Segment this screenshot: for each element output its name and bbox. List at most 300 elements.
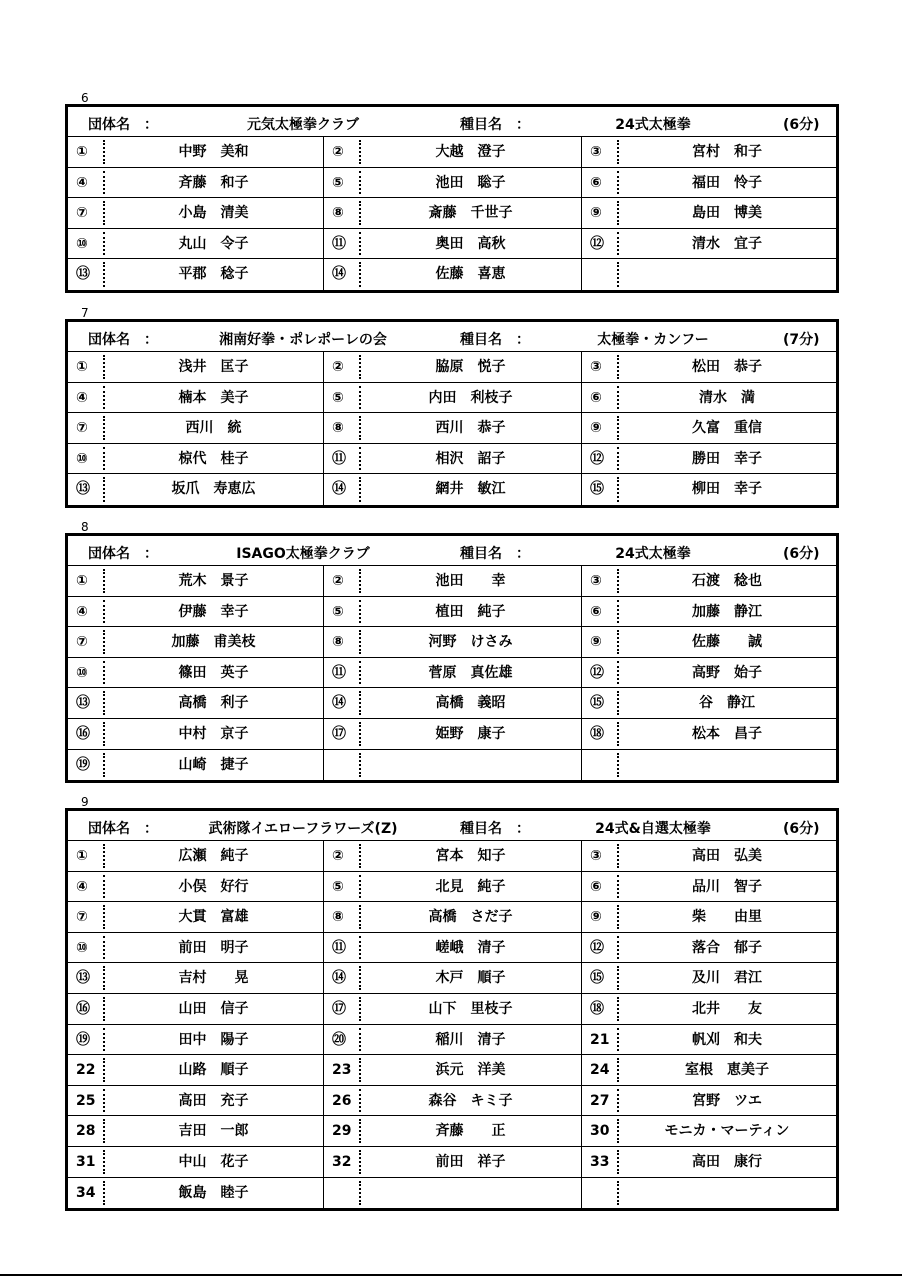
member-number: 25 — [76, 1092, 96, 1109]
member-cell — [324, 719, 582, 749]
event-name: 24式太極拳 — [615, 117, 691, 133]
member-row — [68, 627, 836, 658]
member-name: 高橋 義昭 — [435, 695, 506, 712]
member-number: ⑤ — [332, 603, 344, 620]
member-number: ⑦ — [76, 205, 88, 222]
member-cell — [324, 658, 582, 688]
member-cell — [582, 719, 836, 749]
group-name: ISAGO太極拳クラブ — [236, 546, 370, 562]
member-name: 吉村 晃 — [178, 970, 249, 987]
member-cell — [324, 383, 582, 413]
member-name: 平郡 稔子 — [178, 266, 249, 283]
member-row — [68, 383, 836, 414]
entry-table — [65, 319, 839, 508]
member-row — [68, 413, 836, 444]
member-name: 楠本 美子 — [178, 389, 249, 406]
member-name: 脇原 悦子 — [435, 359, 506, 375]
member-name: 伊藤 幸子 — [178, 603, 249, 620]
member-cell — [582, 566, 836, 596]
dotted-divider — [617, 262, 619, 287]
member-cell — [324, 229, 582, 259]
table-header — [68, 107, 836, 137]
member-name: 加藤 甫美枝 — [171, 634, 256, 651]
member-row — [68, 719, 836, 750]
member-number: ⑩ — [76, 939, 88, 956]
member-cell — [582, 137, 836, 167]
member-number: ⑦ — [76, 634, 88, 651]
entry-table — [65, 104, 839, 293]
member-cell — [582, 474, 836, 505]
member-name: 小俣 好行 — [178, 878, 249, 895]
member-number: ③ — [590, 359, 602, 375]
member-cell — [68, 566, 324, 596]
group-number: 8 — [81, 520, 89, 534]
member-name: 大貫 富雄 — [178, 909, 249, 926]
entry-table — [65, 533, 839, 783]
member-name: 中山 花子 — [178, 1153, 249, 1170]
member-number: ④ — [76, 174, 88, 191]
member-name: 宮村 和子 — [692, 144, 762, 160]
member-cell — [324, 872, 582, 902]
member-name: 帆刈 和夫 — [692, 1031, 762, 1048]
group-name-label: 団体名 ： — [88, 117, 158, 133]
member-name: 山路 順子 — [178, 1062, 249, 1079]
member-cell — [324, 444, 582, 474]
member-cell — [582, 963, 836, 993]
member-name: 大越 澄子 — [435, 144, 506, 160]
member-name: 田中 陽子 — [178, 1031, 249, 1048]
event-name-label: 種目名 ： — [460, 117, 530, 133]
member-cell — [324, 1025, 582, 1055]
member-number: ⑭ — [332, 266, 346, 283]
member-cell — [68, 902, 324, 932]
member-cell — [68, 627, 324, 657]
member-name: 及川 君江 — [692, 970, 762, 987]
member-name: 飯島 睦子 — [178, 1184, 249, 1201]
member-name: 荒木 景子 — [178, 573, 249, 589]
member-cell — [324, 1116, 582, 1146]
member-cell — [68, 658, 324, 688]
member-number: 27 — [590, 1092, 610, 1109]
member-cell — [582, 1178, 836, 1209]
member-cell — [68, 994, 324, 1024]
member-name: 河野 けさみ — [428, 634, 513, 651]
member-row — [68, 872, 836, 903]
member-name: 広瀬 純子 — [178, 848, 249, 864]
member-cell — [324, 597, 582, 627]
member-name: 姫野 康子 — [435, 725, 506, 742]
member-row — [68, 168, 836, 199]
group-name: 湘南好拳・ポレポーレの会 — [219, 332, 387, 348]
member-cell — [68, 474, 324, 505]
member-cell — [68, 872, 324, 902]
member-row — [68, 352, 836, 383]
member-cell — [582, 168, 836, 198]
event-name-label: 種目名 ： — [460, 821, 530, 837]
member-number: ⑰ — [332, 725, 346, 742]
member-cell — [324, 994, 582, 1024]
member-name: 相沢 詔子 — [435, 450, 506, 467]
member-cell — [324, 168, 582, 198]
member-row — [68, 1055, 836, 1086]
member-number: ⑮ — [590, 970, 604, 987]
member-number: 32 — [332, 1153, 352, 1170]
member-number: ③ — [590, 573, 602, 589]
member-cell — [68, 719, 324, 749]
member-name: 松田 恭子 — [692, 359, 762, 375]
group-number: 9 — [81, 795, 89, 809]
member-name: 宮野 ツエ — [692, 1092, 762, 1109]
event-name: 24式&自選太極拳 — [595, 821, 711, 837]
member-name: 奥田 高秋 — [435, 235, 506, 252]
member-name: 坂爪 寿恵広 — [171, 481, 256, 498]
member-name: 松本 昌子 — [692, 725, 762, 742]
group-name-label: 団体名 ： — [88, 821, 158, 837]
member-number: ⑥ — [590, 878, 602, 895]
member-number: ① — [76, 848, 88, 864]
member-row — [68, 688, 836, 719]
member-cell — [68, 198, 324, 228]
member-name: 前田 明子 — [178, 939, 249, 956]
member-number: ⑤ — [332, 878, 344, 895]
member-name: 高田 弘美 — [692, 848, 762, 864]
member-row — [68, 1178, 836, 1209]
member-cell — [582, 597, 836, 627]
member-name: 品川 智子 — [692, 878, 762, 895]
member-row — [68, 658, 836, 689]
member-number: ⑫ — [590, 664, 604, 681]
entry-table — [65, 808, 839, 1211]
member-name: 佐藤 喜恵 — [435, 266, 506, 283]
member-name: 高橋 さだ子 — [428, 909, 513, 926]
member-name: 柴 由里 — [692, 909, 762, 926]
member-row — [68, 1086, 836, 1117]
member-number: ④ — [76, 878, 88, 895]
member-row — [68, 1025, 836, 1056]
member-cell — [582, 902, 836, 932]
performance-time: (6分) — [783, 821, 820, 837]
member-number: ⑬ — [76, 266, 90, 283]
performance-time: (6分) — [783, 546, 820, 562]
member-cell — [324, 259, 582, 290]
member-name: 浜元 洋美 — [435, 1062, 506, 1079]
member-number: ⑩ — [76, 664, 88, 681]
member-name: 清水 宜子 — [692, 235, 762, 252]
member-number: 21 — [590, 1031, 610, 1048]
member-number: ⑭ — [332, 695, 346, 712]
member-name: 西川 恭子 — [435, 420, 506, 437]
member-cell — [582, 1025, 836, 1055]
group-name: 武術隊イエローフラワーズ(Z) — [208, 821, 398, 837]
member-number: ⑭ — [332, 970, 346, 987]
member-name: 山田 信子 — [178, 1000, 249, 1017]
member-name: 浅井 匡子 — [178, 359, 249, 375]
member-number: ① — [76, 573, 88, 589]
member-name: 池田 聡子 — [435, 174, 506, 191]
member-cell — [582, 872, 836, 902]
member-row — [68, 902, 836, 933]
member-number: 33 — [590, 1153, 610, 1170]
member-number: ⑮ — [590, 481, 604, 498]
member-cell — [68, 352, 324, 382]
member-name: 斉藤 正 — [435, 1123, 506, 1140]
member-number: ⑩ — [76, 235, 88, 252]
member-cell — [68, 229, 324, 259]
member-number: ⑭ — [332, 481, 346, 498]
member-number: ⑰ — [332, 1000, 346, 1017]
event-name: 太極拳・カンフー — [597, 332, 709, 348]
member-number: ② — [332, 144, 344, 160]
member-cell — [582, 933, 836, 963]
member-number: ⑪ — [332, 939, 346, 956]
member-number: ⑧ — [332, 420, 344, 437]
member-name: 谷 静江 — [699, 695, 755, 712]
group-name-label: 団体名 ： — [88, 546, 158, 562]
member-row — [68, 566, 836, 597]
member-number: 29 — [332, 1123, 352, 1140]
member-number: 30 — [590, 1123, 610, 1140]
member-name: 室根 恵美子 — [685, 1062, 769, 1079]
event-name-label: 種目名 ： — [460, 332, 530, 348]
member-cell — [582, 994, 836, 1024]
member-name: 小島 清美 — [178, 205, 249, 222]
member-cell — [68, 1086, 324, 1116]
member-number: ⑤ — [332, 174, 344, 191]
member-cell — [582, 627, 836, 657]
member-cell — [324, 1147, 582, 1177]
dotted-divider — [359, 753, 361, 778]
member-name: 高橋 利子 — [178, 695, 249, 712]
member-row — [68, 963, 836, 994]
event-name: 24式太極拳 — [615, 546, 691, 562]
member-cell — [68, 1178, 324, 1209]
member-name: 森谷 キミ子 — [428, 1092, 513, 1109]
table-header — [68, 536, 836, 566]
member-cell — [324, 137, 582, 167]
member-number: ⑥ — [590, 174, 602, 191]
member-cell — [582, 1116, 836, 1146]
member-name: 網井 敏江 — [435, 481, 506, 498]
member-cell — [68, 841, 324, 871]
member-number: ② — [332, 848, 344, 864]
member-number: ① — [76, 359, 88, 375]
member-number: ⑥ — [590, 603, 602, 620]
member-row — [68, 474, 836, 505]
member-number: ⑧ — [332, 909, 344, 926]
member-name: 篠田 英子 — [178, 664, 249, 681]
member-number: ⑬ — [76, 970, 90, 987]
table-header — [68, 811, 836, 841]
group-number: 7 — [81, 306, 89, 320]
member-name: 落合 郁子 — [692, 939, 762, 956]
member-cell — [324, 352, 582, 382]
member-number: ④ — [76, 603, 88, 620]
member-number: ⑱ — [590, 725, 604, 742]
member-number: ⑧ — [332, 634, 344, 651]
member-cell — [582, 688, 836, 718]
member-row — [68, 750, 836, 781]
member-name: 中村 京子 — [178, 725, 249, 742]
member-cell — [324, 1086, 582, 1116]
member-cell — [582, 658, 836, 688]
member-number: ⑨ — [590, 205, 602, 222]
member-name: 椋代 桂子 — [178, 450, 249, 467]
member-number: 23 — [332, 1062, 352, 1079]
member-name: 加藤 静江 — [692, 603, 762, 620]
member-name: 植田 純子 — [435, 603, 506, 620]
member-name: 勝田 幸子 — [692, 450, 762, 467]
member-number: ⑫ — [590, 939, 604, 956]
member-number: ⑦ — [76, 420, 88, 437]
member-number: ② — [332, 573, 344, 589]
member-cell — [68, 1055, 324, 1085]
member-number: ⑱ — [590, 1000, 604, 1017]
performance-time: (6分) — [783, 117, 820, 133]
member-cell — [68, 963, 324, 993]
member-cell — [582, 1086, 836, 1116]
member-name: 久富 重信 — [692, 420, 762, 437]
member-cell — [68, 137, 324, 167]
member-name: 斎藤 千世子 — [428, 205, 513, 222]
member-name: 山下 里枝子 — [428, 1000, 513, 1017]
member-name: 丸山 令子 — [178, 235, 249, 252]
member-number: ⑯ — [76, 1000, 90, 1017]
dotted-divider — [359, 1181, 361, 1206]
member-name: 島田 博美 — [692, 205, 762, 222]
member-row — [68, 1116, 836, 1147]
member-name: 柳田 幸子 — [692, 481, 762, 498]
member-cell — [324, 566, 582, 596]
member-cell — [582, 413, 836, 443]
event-name-label: 種目名 ： — [460, 546, 530, 562]
member-number: 28 — [76, 1123, 96, 1140]
member-name: 西川 統 — [185, 420, 242, 437]
member-cell — [68, 259, 324, 290]
member-name: モニカ・マーティン — [664, 1123, 790, 1140]
member-number: ⑳ — [332, 1031, 346, 1048]
member-cell — [582, 444, 836, 474]
member-row — [68, 259, 836, 290]
member-number: ⑩ — [76, 450, 88, 467]
member-number: ⑦ — [76, 909, 88, 926]
member-cell — [582, 229, 836, 259]
member-cell — [582, 750, 836, 781]
member-cell — [324, 933, 582, 963]
member-name: 菅原 真佐雄 — [428, 664, 513, 681]
member-number: 31 — [76, 1153, 96, 1170]
member-number: ⑨ — [590, 634, 602, 651]
member-name: 高田 充子 — [178, 1092, 249, 1109]
member-number: ③ — [590, 144, 602, 160]
member-number: ⑲ — [76, 756, 90, 773]
member-cell — [68, 750, 324, 781]
member-name: 斉藤 和子 — [178, 174, 249, 191]
member-cell — [324, 1178, 582, 1209]
table-header — [68, 322, 836, 352]
member-name: 北見 純子 — [435, 878, 506, 895]
member-name: 北井 友 — [692, 1000, 762, 1017]
member-number: 34 — [76, 1184, 96, 1201]
member-row — [68, 137, 836, 168]
member-cell — [324, 627, 582, 657]
member-number: ⑬ — [76, 695, 90, 712]
member-cell — [582, 383, 836, 413]
member-number: 26 — [332, 1092, 352, 1109]
member-cell — [68, 168, 324, 198]
member-name: 佐藤 誠 — [692, 634, 762, 651]
member-name: 木戸 順子 — [435, 970, 506, 987]
dotted-divider — [617, 1181, 619, 1206]
member-name: 前田 祥子 — [435, 1153, 506, 1170]
member-cell — [68, 933, 324, 963]
member-number: ⑫ — [590, 450, 604, 467]
member-number: ③ — [590, 848, 602, 864]
member-name: 吉田 一郎 — [178, 1123, 249, 1140]
member-cell — [582, 1147, 836, 1177]
member-cell — [324, 841, 582, 871]
member-row — [68, 933, 836, 964]
member-name: 池田 幸 — [435, 573, 506, 589]
member-row — [68, 229, 836, 260]
member-number: ⑤ — [332, 389, 344, 406]
member-name: 宮本 知子 — [435, 848, 506, 864]
member-row — [68, 444, 836, 475]
member-cell — [68, 688, 324, 718]
member-number: ⑮ — [590, 695, 604, 712]
performance-time: (7分) — [783, 332, 820, 348]
group-number: 6 — [81, 91, 89, 105]
member-number: ⑬ — [76, 481, 90, 498]
member-number: ⑲ — [76, 1031, 90, 1048]
member-row — [68, 1147, 836, 1178]
member-number: ⑯ — [76, 725, 90, 742]
member-name: 内田 利枝子 — [428, 389, 513, 406]
member-name: 高野 始子 — [692, 664, 762, 681]
member-name: 福田 怜子 — [692, 174, 762, 191]
member-cell — [324, 198, 582, 228]
member-number: ⑪ — [332, 664, 346, 681]
member-name: 高田 康行 — [692, 1153, 762, 1170]
member-number: ⑨ — [590, 420, 602, 437]
member-cell — [68, 1147, 324, 1177]
member-cell — [68, 383, 324, 413]
group-name: 元気太極拳クラブ — [247, 117, 359, 133]
member-name: 清水 満 — [699, 389, 755, 406]
member-number: ⑧ — [332, 205, 344, 222]
member-cell — [68, 1116, 324, 1146]
member-cell — [582, 841, 836, 871]
member-number: ② — [332, 359, 344, 375]
member-number: 24 — [590, 1062, 610, 1079]
member-cell — [68, 597, 324, 627]
member-cell — [68, 444, 324, 474]
member-name: 嵯峨 清子 — [435, 939, 506, 956]
member-number: ⑪ — [332, 450, 346, 467]
member-row — [68, 841, 836, 872]
group-name-label: 団体名 ： — [88, 332, 158, 348]
member-number: ⑫ — [590, 235, 604, 252]
member-cell — [324, 474, 582, 505]
member-cell — [582, 352, 836, 382]
member-number: ④ — [76, 389, 88, 406]
member-row — [68, 597, 836, 628]
member-cell — [324, 688, 582, 718]
member-name: 稲川 清子 — [435, 1031, 506, 1048]
member-name: 石渡 稔也 — [692, 573, 762, 589]
member-number: ⑪ — [332, 235, 346, 252]
member-number: ⑨ — [590, 909, 602, 926]
dotted-divider — [617, 753, 619, 778]
